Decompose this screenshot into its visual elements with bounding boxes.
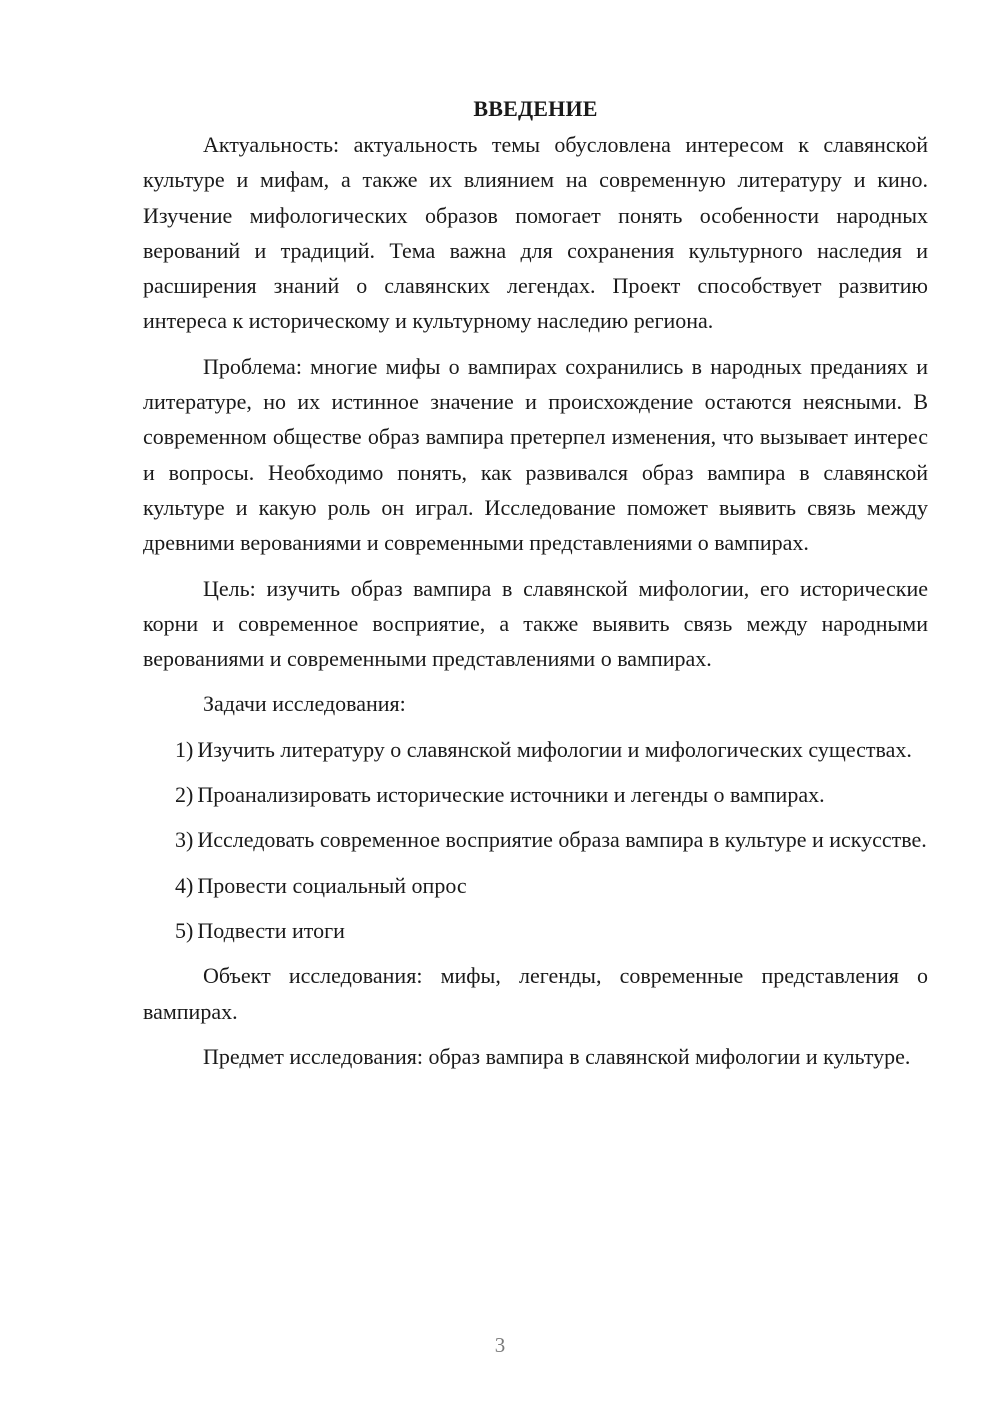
task-text: Исследовать современное восприятие образа вампира в культуре и искусстве. (197, 827, 927, 853)
task-item (143, 732, 928, 767)
subject-paragraph: Предмет исследования: образ вампира в славянской мифологии и культуре. (203, 1043, 911, 1069)
task-item (143, 913, 928, 948)
task-number: 5) (175, 917, 194, 943)
task-text: Провести социальный опрос (197, 872, 467, 898)
goal-paragraph: Цель: изучить образ вампира в славянской мифологии, его исторические корни и современное восприятие, а также выявить связь между народными верованиями и современными представлениями о вампирах. (143, 575, 928, 672)
task-item (143, 868, 928, 903)
relevance-paragraph: Актуальность: актуальность темы обусловлена интересом к славянской культуре и мифам, а также их влиянием на современную литературу и кино. Изучение мифологических образов помогает понять особенности народных верований и традиций. Тема важна для сохранения культурного наследия и расширения знаний о славянских легендах. Проект способствует развитию интереса к историческому и культурному наследию региона. (143, 132, 928, 334)
section-title: ВВЕДЕНИЕ (473, 96, 598, 121)
problem-paragraph: Проблема: многие мифы о вампирах сохранились в народных преданиях и литературе, но их истинное значение и происхождение остаются неясными. В современном обществе образ вампира претерпел изменения, что вызывает интерес и вопросы. Необходимо понять, как развивался образ вампира в славянской культуре и какую роль он играл. Исследование поможет выявить связь между древними верованиями и современными представлениями о вампирах. (143, 353, 928, 556)
task-text: Подвести итоги (197, 917, 345, 943)
task-item (143, 822, 928, 857)
task-number: 2) (175, 782, 194, 808)
page-number: 3 (494, 1333, 506, 1357)
task-text: Проанализировать исторические источники и легенды о вампирах. (197, 782, 825, 808)
document-page (143, 93, 928, 1084)
task-number: 4) (175, 872, 194, 898)
tasks-heading: Задачи исследования: (203, 691, 406, 717)
task-text: Изучить литературу о славянской мифологии и мифологических существах. (197, 736, 912, 762)
task-number: 3) (175, 827, 194, 853)
task-number: 1) (175, 736, 194, 762)
task-item (143, 777, 928, 812)
object-paragraph: Объект исследования: мифы, легенды, современные представления о вампирах. (143, 963, 928, 1024)
